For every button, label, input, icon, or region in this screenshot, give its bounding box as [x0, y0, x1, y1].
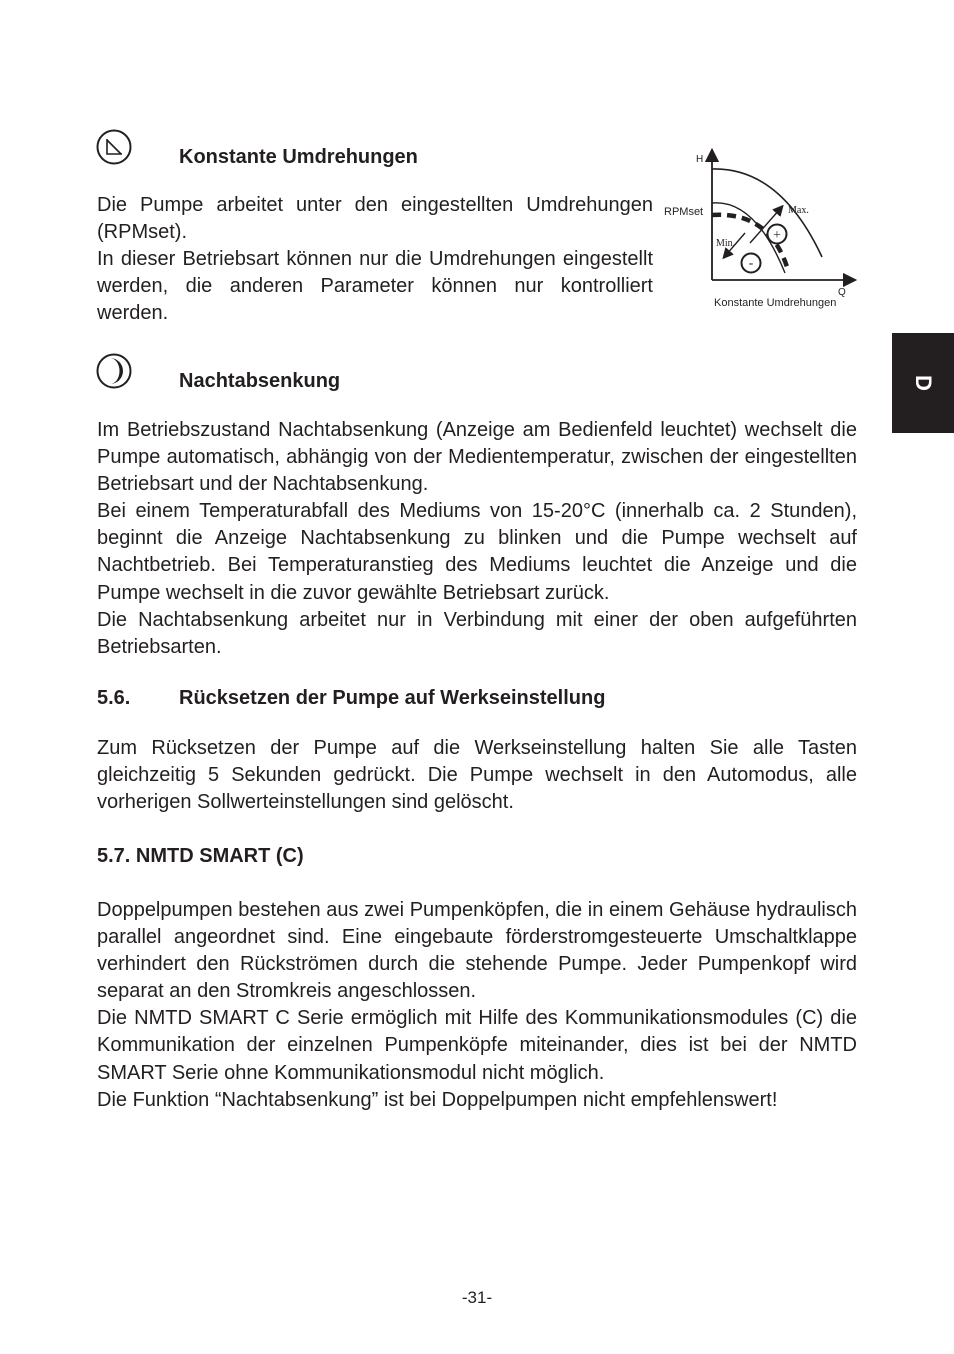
- section-number-reset: 5.6.: [97, 687, 131, 709]
- constant-speed-icon: [96, 129, 132, 165]
- diagram-caption: Konstante Umdrehungen: [714, 297, 837, 309]
- q-axis-label: Q: [838, 287, 846, 298]
- section-heading-night: Nachtabsenkung: [179, 370, 341, 392]
- rpmset-label: RPMset: [664, 206, 704, 218]
- night-paragraph-2: Bei einem Temperaturabfall des Mediums von 15-20°C (innerhalb ca. 2 Stunden), beginnt die Anzeige Nachtabsenkung zu blinken und die Pumpe wechselt auf Nachtbetrieb. Bei Temperaturanstieg des Mediums leuchtet die Anzeige und die Pumpe wechselt in die zuvor gewählte Betriebsart zurück.: [97, 500, 857, 604]
- smart-description: [97, 897, 857, 1114]
- night-paragraph-3: Die Nachtabsenkung arbeitet nur in Verbindung mit einer der oben aufgeführten Betriebsarten.: [97, 608, 857, 658]
- min-label: Min.: [716, 238, 736, 249]
- night-paragraph-1: Im Betriebszustand Nachtabsenkung (Anzeige am Bedienfeld leuchtet) wechselt die Pumpe automatisch, abhängig von der Medientemperatur, zwischen der eingestellten Betriebsart und der Nachtabsenkung.: [97, 419, 857, 496]
- minus-sign: -: [748, 256, 754, 271]
- h-axis-label: H: [696, 154, 704, 165]
- constant-speed-diagram: [660, 145, 860, 315]
- plus-sign: +: [773, 228, 781, 243]
- reset-description: [97, 735, 857, 816]
- constant-line-1: Die Pumpe arbeitet unter den eingestellten Umdrehungen (RPMset).: [97, 194, 653, 244]
- constant-description: [97, 192, 653, 327]
- section-heading-constant: Konstante Umdrehungen: [179, 146, 418, 168]
- night-description: [97, 417, 857, 661]
- side-tab-label: D: [911, 375, 936, 391]
- page-number: -31-: [461, 1288, 493, 1307]
- section-heading-reset: Rücksetzen der Pumpe auf Werkseinstellung: [179, 687, 606, 709]
- language-side-tab: [892, 333, 954, 433]
- max-label: Max.: [788, 205, 809, 216]
- smart-paragraph-3: Die Funktion “Nachtabsenkung” ist bei Doppelpumpen nicht empfehlenswert!: [97, 1088, 778, 1111]
- night-mode-moon-icon: [96, 353, 132, 389]
- reset-paragraph: Zum Rücksetzen der Pumpe auf die Werkseinstellung halten Sie alle Tasten gleichzeitig 5 Sekunden gedrückt. Die Pumpe wechselt in den Automodus, alle vorherigen Sollwerteinstellungen sind gelöscht.: [97, 737, 857, 814]
- smart-paragraph-1: Doppelpumpen bestehen aus zwei Pumpenköpfen, die in einem Gehäuse hydraulisch parallel angeordnet sind. Eine eingebaute förderstromgesteuerte Umschaltklappe verhindert den Rückströmen durch die stehende Pumpe. Jeder Pumpenkopf wird separat an den Stromkreis angeschlossen.: [97, 899, 857, 1003]
- section-heading-smart: 5.7. NMTD SMART (C): [97, 845, 304, 867]
- constant-line-2: In dieser Betriebsart können nur die Umdrehungen eingestellt werden, die anderen Parameter können nur kontrolliert werden.: [97, 248, 653, 325]
- smart-paragraph-2: Die NMTD SMART C Serie ermöglich mit Hilfe des Kommunikationsmodules (C) die Kommunikation der einzelnen Pumpenköpfe miteinander, dies ist bei der NMTD SMART Serie ohne Kommunikationsmodul nicht möglich.: [97, 1007, 857, 1084]
